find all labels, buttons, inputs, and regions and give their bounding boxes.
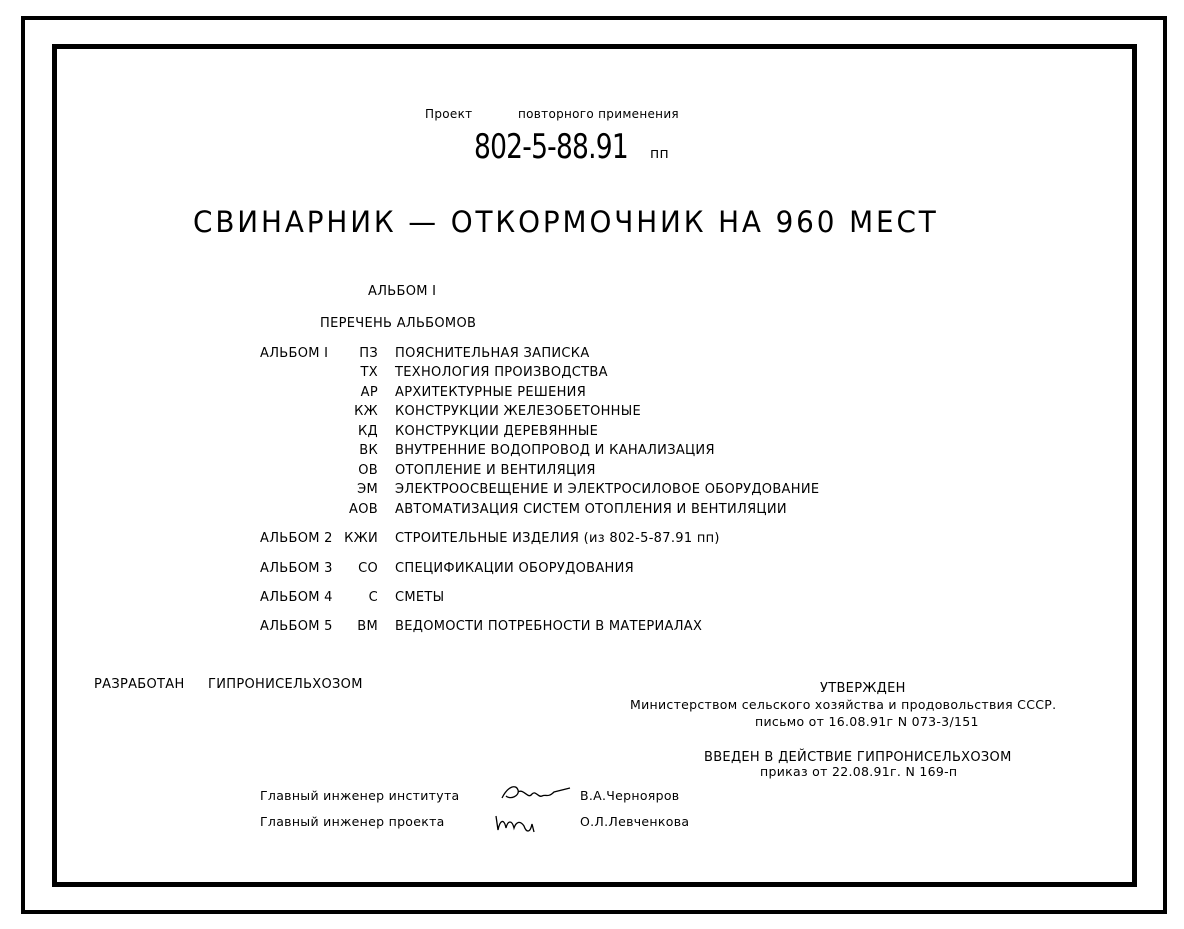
album-description: ЭЛЕКТРООСВЕЩЕНИЕ И ЭЛЕКТРОСИЛОВОЕ ОБОРУДОВАНИЕ (395, 482, 820, 497)
signature-role-institute: Главный инженер института (260, 788, 460, 803)
enacted-order: приказ от 22.08.91г. N 169-п (760, 764, 958, 779)
album-description: СМЕТЫ (395, 590, 445, 605)
album-list-heading: ПЕРЕЧЕНЬ АЛЬБОМОВ (320, 316, 477, 331)
developer-label: РАЗРАБОТАН (94, 677, 185, 692)
album-code: С (368, 590, 378, 605)
album-description: КОНСТРУКЦИИ ЖЕЛЕЗОБЕТОННЫЕ (395, 404, 642, 419)
album-code: КЖИ (344, 531, 378, 546)
signature-name-project: О.Л.Левченкова (580, 814, 690, 829)
album-description: СПЕЦИФИКАЦИИ ОБОРУДОВАНИЯ (395, 561, 634, 576)
album-description: АВТОМАТИЗАЦИЯ СИСТЕМ ОТОПЛЕНИЯ И ВЕНТИЛЯЦИИ (395, 502, 787, 517)
project-suffix: пп (650, 146, 669, 162)
developer-org: ГИПРОНИСЕЛЬХОЗОМ (208, 677, 363, 692)
album-description: СТРОИТЕЛЬНЫЕ ИЗДЕЛИЯ (из 802-5-87.91 пп) (395, 531, 720, 546)
approval-heading: УТВЕРЖДЕН (820, 681, 906, 696)
signature-name-institute: В.А.Чернояров (580, 788, 680, 803)
album-code: ПЗ (359, 346, 378, 361)
album-code: КЖ (354, 404, 378, 419)
signature-role-project: Главный инженер проекта (260, 814, 445, 829)
document-title: СВИНАРНИК — ОТКОРМОЧНИК НА 960 МЕСТ (193, 205, 939, 239)
album-code: ВМ (357, 619, 378, 634)
project-number: 802-5-88.91 (474, 127, 628, 167)
album-code: ТХ (360, 365, 378, 380)
album-code: ЭМ (357, 482, 378, 497)
album-description: ВНУТРЕННИЕ ВОДОПРОВОД И КАНАЛИЗАЦИЯ (395, 443, 715, 458)
signature-mark-2 (490, 810, 542, 838)
album-code: АОВ (349, 502, 378, 517)
album-number: АЛЬБОМ 5 (260, 619, 333, 634)
album-number: АЛЬБОМ 3 (260, 561, 333, 576)
album-label: АЛЬБОМ I (368, 284, 437, 299)
album-description: ТЕХНОЛОГИЯ ПРОИЗВОДСТВА (395, 365, 608, 380)
album-description: ОТОПЛЕНИЕ И ВЕНТИЛЯЦИЯ (395, 463, 596, 478)
album-code: АР (360, 385, 378, 400)
project-label: Проект (425, 107, 473, 121)
enacted-statement: ВВЕДЕН В ДЕЙСТВИЕ ГИПРОНИСЕЛЬХОЗОМ (704, 750, 1012, 765)
project-label-reuse: повторного применения (518, 107, 679, 121)
signature-mark-1 (498, 780, 572, 806)
album-number: АЛЬБОМ I (260, 346, 329, 361)
album-code: ВК (359, 443, 378, 458)
album-description: ПОЯСНИТЕЛЬНАЯ ЗАПИСКА (395, 346, 590, 361)
album-code: СО (358, 561, 378, 576)
album-description: АРХИТЕКТУРНЫЕ РЕШЕНИЯ (395, 385, 587, 400)
album-number: АЛЬБОМ 2 (260, 531, 333, 546)
album-description: КОНСТРУКЦИИ ДЕРЕВЯННЫЕ (395, 424, 599, 439)
approval-letter: письмо от 16.08.91г N 073-3/151 (755, 714, 979, 729)
album-number: АЛЬБОМ 4 (260, 590, 333, 605)
album-code: ОВ (358, 463, 378, 478)
approval-ministry: Министерством сельского хозяйства и продовольствия СССР. (630, 697, 1057, 712)
album-code: КД (358, 424, 378, 439)
album-description: ВЕДОМОСТИ ПОТРЕБНОСТИ В МАТЕРИАЛАХ (395, 619, 703, 634)
